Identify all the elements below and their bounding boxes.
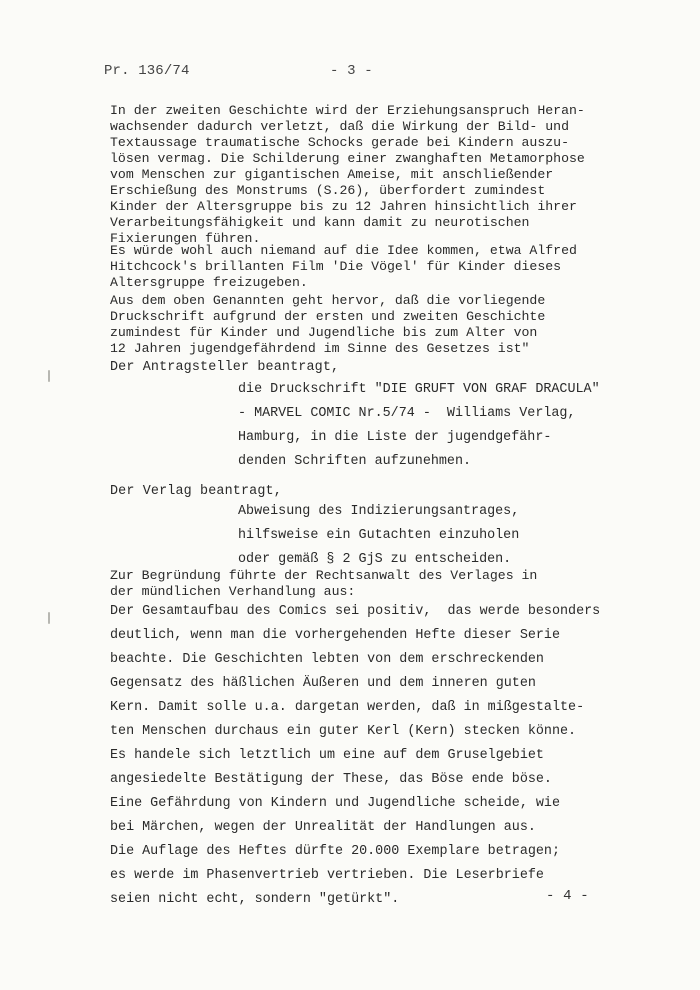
- file-reference: Pr. 136/74: [104, 63, 190, 79]
- text-line: Der Gesamtaufbau des Comics sei positiv, das werde besonders: [110, 604, 601, 619]
- publisher-request: [238, 500, 658, 572]
- text-line: beachte. Die Geschichten lebten von dem erschreckenden: [110, 652, 544, 667]
- text-line: 12 Jahren jugendgefährdend im Sinne des Gesetzes ist": [110, 341, 530, 356]
- text-line: - MARVEL COMIC Nr.5/74 - Williams Verlag,: [238, 406, 576, 421]
- applicant-intro: Der Antragsteller beantragt,: [110, 360, 340, 375]
- text-line: Es handele sich letztlich um eine auf dem Gruselgebiet: [110, 748, 544, 763]
- text-line: Hamburg, in die Liste der jugendgefähr-: [238, 430, 552, 445]
- paragraph-second-story: [110, 103, 670, 247]
- text-line: Eine Gefährdung von Kindern und Jugendliche scheide, wie: [110, 796, 560, 811]
- scan-margin-mark: [48, 370, 50, 382]
- reasoning-body: [110, 600, 670, 912]
- text-line: seien nicht echt, sondern "getürkt".: [110, 892, 400, 907]
- text-line: der mündlichen Verhandlung aus:: [110, 584, 356, 599]
- text-line: Altersgruppe freizugeben.: [110, 275, 308, 290]
- text-line: Aus dem oben Genannten geht hervor, daß die vorliegende: [110, 293, 546, 308]
- text-line: Zur Begründung führte der Rechtsanwalt des Verlages in: [110, 568, 538, 583]
- applicant-request: [238, 378, 658, 474]
- text-line: es werde im Phasenvertrieb vertrieben. Die Leserbriefe: [110, 868, 544, 883]
- text-line: Kern. Damit solle u.a. dargetan werden, daß in mißgestalte-: [110, 700, 585, 715]
- reasoning-intro: [110, 568, 670, 600]
- page-number: - 3 -: [330, 63, 373, 79]
- text-line: bei Märchen, wegen der Unrealität der Handlungen aus.: [110, 820, 536, 835]
- text-line: angesiedelte Bestätigung der These, das Böse ende böse.: [110, 772, 552, 787]
- text-line: Textaussage traumatische Schocks gerade bei Kindern auszu-: [110, 135, 569, 150]
- text-line: vom Menschen zur gigantischen Ameise, mit anschließender: [110, 167, 554, 182]
- text-line: Druckschrift aufgrund der ersten und zweiten Geschichte: [110, 309, 546, 324]
- text-line: Verarbeitungsfähigkeit und kann damit zu neurotischen: [110, 215, 530, 230]
- publisher-intro: Der Verlag beantragt,: [110, 484, 282, 499]
- paragraph-hitchcock: [110, 243, 670, 291]
- text-line: oder gemäß § 2 GjS zu entscheiden.: [238, 552, 512, 567]
- next-page-marker: - 4 -: [546, 888, 589, 904]
- paragraph-conclusion: [110, 293, 670, 357]
- text-line: denden Schriften aufzunehmen.: [238, 454, 472, 469]
- text-line: ten Menschen durchaus ein guter Kerl (Kern) stecken könne.: [110, 724, 577, 739]
- text-line: Gegensatz des häßlichen Äußeren und dem inneren guten: [110, 676, 536, 691]
- text-line: Erschießung des Monstrums (S.26), überfordert zumindest: [110, 183, 546, 198]
- text-line: zumindest für Kinder und Jugendliche bis zum Alter von: [110, 325, 538, 340]
- text-line: Es würde wohl auch niemand auf die Idee kommen, etwa Alfred: [110, 243, 577, 258]
- text-line: hilfsweise ein Gutachten einzuholen: [238, 528, 520, 543]
- text-line: wachsender dadurch verletzt, daß die Wirkung der Bild- und: [110, 119, 569, 134]
- text-line: deutlich, wenn man die vorhergehenden Hefte dieser Serie: [110, 628, 560, 643]
- text-line: Hitchcock's brillanten Film 'Die Vögel' für Kinder dieses: [110, 259, 562, 274]
- text-line: die Druckschrift "DIE GRUFT VON GRAF DRACULA": [238, 382, 600, 397]
- text-line: Abweisung des Indizierungsantrages,: [238, 504, 520, 519]
- text-line: lösen vermag. Die Schilderung einer zwanghaften Metamorphose: [110, 151, 585, 166]
- text-line: In der zweiten Geschichte wird der Erziehungsanspruch Heran-: [110, 103, 585, 118]
- text-line: Fixierungen führen.: [110, 231, 261, 246]
- text-line: Kinder der Altersgruppe bis zu 12 Jahren hinsichtlich ihrer: [110, 199, 577, 214]
- text-line: Die Auflage des Heftes dürfte 20.000 Exemplare betragen;: [110, 844, 560, 859]
- scan-margin-mark: [48, 612, 50, 624]
